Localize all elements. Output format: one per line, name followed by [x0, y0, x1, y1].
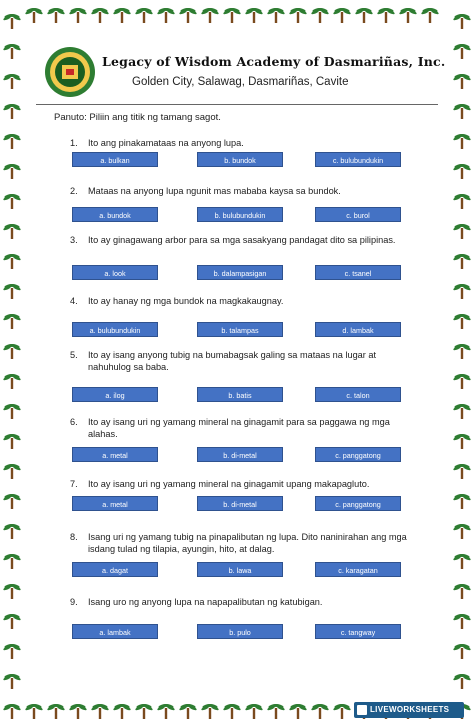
palm-tree-icon	[333, 703, 351, 719]
palm-tree-icon	[3, 163, 21, 179]
palm-tree-icon	[113, 7, 131, 23]
palm-tree-icon	[223, 7, 241, 23]
palm-tree-icon	[3, 433, 21, 449]
answer-option-q4-b[interactable]: b. talampas	[197, 322, 283, 337]
palm-tree-icon	[333, 7, 351, 23]
palm-tree-icon	[3, 343, 21, 359]
question-text: Ito ay hanay ng mga bundok na magkakaugnay.	[88, 296, 284, 306]
answer-option-q3-a[interactable]: a. look	[72, 265, 158, 280]
question-text: Isang uri ng yamang tubig na pinapalibutan ng lupa. Dito naninirahan ang mga isdang tulad ng tilapia, ayungin, hito, at dalag.	[88, 532, 407, 554]
question-number: 3.	[70, 235, 78, 245]
answer-option-q4-a[interactable]: a. bulubundukin	[72, 322, 158, 337]
palm-tree-icon	[453, 163, 471, 179]
answer-option-q4-c[interactable]: d. lambak	[315, 322, 401, 337]
palm-tree-icon	[3, 463, 21, 479]
palm-tree-icon	[47, 7, 65, 23]
palm-tree-icon	[69, 7, 87, 23]
palm-tree-icon	[289, 703, 307, 719]
palm-tree-icon	[3, 103, 21, 119]
question-number: 4.	[70, 296, 78, 306]
answer-option-q2-c[interactable]: c. burol	[315, 207, 401, 222]
question-number: 2.	[70, 186, 78, 196]
liveworksheets-badge[interactable]	[354, 702, 464, 718]
palm-tree-icon	[3, 703, 21, 719]
question-text: Ito ang pinakamataas na anyong lupa.	[88, 138, 244, 148]
answer-option-q5-c[interactable]: c. talon	[315, 387, 401, 402]
palm-tree-icon	[3, 193, 21, 209]
liveworksheets-logo-icon	[357, 705, 367, 715]
palm-tree-icon	[453, 433, 471, 449]
palm-tree-icon	[223, 703, 241, 719]
palm-tree-icon	[453, 223, 471, 239]
palm-tree-icon	[453, 373, 471, 389]
palm-tree-icon	[377, 7, 395, 23]
answer-option-q6-a[interactable]: a. metal	[72, 447, 158, 462]
question-text: Ito ay isang uri ng yamang mineral na ginagamit upang makapagluto.	[88, 479, 370, 489]
answer-option-q3-b[interactable]: b. dalampasigan	[197, 265, 283, 280]
palm-tree-icon	[453, 103, 471, 119]
palm-tree-icon	[201, 703, 219, 719]
palm-tree-icon	[3, 313, 21, 329]
palm-tree-icon	[453, 343, 471, 359]
palm-tree-icon	[135, 7, 153, 23]
palm-tree-icon	[453, 613, 471, 629]
question-text: Ito ay isang anyong tubig na bumabagsak galing sa mataas na lugar at nahuhulog sa baba.	[88, 350, 377, 372]
palm-tree-icon	[453, 43, 471, 59]
palm-tree-icon	[157, 7, 175, 23]
question-number: 1.	[70, 138, 78, 148]
palm-tree-icon	[453, 523, 471, 539]
palm-tree-icon	[25, 7, 43, 23]
footer-brand: LIVEWORKSHEETS	[370, 705, 450, 714]
palm-tree-icon	[135, 703, 153, 719]
palm-tree-icon	[3, 553, 21, 569]
answer-option-q8-a[interactable]: a. dagat	[72, 562, 158, 577]
answer-option-q1-a[interactable]: a. bulkan	[72, 152, 158, 167]
answer-option-q9-a[interactable]: a. lambak	[72, 624, 158, 639]
answer-option-q9-b[interactable]: b. pulo	[197, 624, 283, 639]
palm-tree-icon	[289, 7, 307, 23]
answer-option-q1-c[interactable]: c. bulubundukin	[315, 152, 401, 167]
answer-option-q5-a[interactable]: a. ilog	[72, 387, 158, 402]
palm-tree-icon	[245, 7, 263, 23]
palm-tree-icon	[69, 703, 87, 719]
palm-tree-icon	[3, 223, 21, 239]
school-address: Golden City, Salawag, Dasmariñas, Cavite	[132, 76, 349, 88]
palm-tree-icon	[453, 553, 471, 569]
palm-tree-icon	[3, 373, 21, 389]
palm-tree-icon	[355, 7, 373, 23]
answer-option-q6-c[interactable]: c. panggatong	[315, 447, 401, 462]
palm-tree-icon	[267, 7, 285, 23]
answer-option-q5-b[interactable]: b. batis	[197, 387, 283, 402]
worksheet-header	[36, 38, 446, 108]
answer-option-q2-b[interactable]: b. bulubundukin	[197, 207, 283, 222]
palm-tree-icon	[453, 73, 471, 89]
school-seal-icon	[44, 46, 96, 98]
palm-tree-icon	[3, 43, 21, 59]
palm-tree-icon	[91, 7, 109, 23]
palm-tree-icon	[3, 583, 21, 599]
question-number: 9.	[70, 597, 78, 607]
palm-tree-icon	[3, 403, 21, 419]
palm-tree-icon	[47, 703, 65, 719]
answer-option-q2-a[interactable]: a. bundok	[72, 207, 158, 222]
palm-tree-icon	[453, 313, 471, 329]
palm-tree-icon	[399, 7, 417, 23]
palm-tree-icon	[3, 13, 21, 29]
palm-tree-icon	[3, 493, 21, 509]
question-text: Ito ay isang uri ng yamang mineral na ginagamit para sa paggawa ng mga alahas.	[88, 417, 390, 439]
question-number: 6.	[70, 417, 78, 427]
palm-tree-icon	[453, 193, 471, 209]
palm-tree-icon	[267, 703, 285, 719]
answer-option-q1-b[interactable]: b. bundok	[197, 152, 283, 167]
palm-tree-icon	[201, 7, 219, 23]
instructions: Panuto: Piliin ang titik ng tamang sagot.	[54, 112, 221, 123]
header-divider	[36, 104, 438, 105]
question-number: 5.	[70, 350, 78, 360]
school-name: Legacy of Wisdom Academy of Dasmariñas, Inc.	[102, 54, 446, 69]
palm-tree-icon	[453, 463, 471, 479]
palm-tree-icon	[3, 523, 21, 539]
palm-border-right	[450, 0, 474, 722]
question-number: 8.	[70, 532, 78, 542]
answer-option-q7-c[interactable]: c. panggatong	[315, 496, 401, 511]
palm-tree-icon	[245, 703, 263, 719]
palm-tree-icon	[453, 253, 471, 269]
question-number: 7.	[70, 479, 78, 489]
palm-tree-icon	[311, 703, 329, 719]
answer-option-q9-c[interactable]: c. tangway	[315, 624, 401, 639]
question-text: Isang uro ng anyong lupa na napapalibutan ng katubigan.	[88, 597, 323, 607]
answer-option-q8-c[interactable]: c. karagatan	[315, 562, 401, 577]
answer-option-q8-b[interactable]: b. lawa	[197, 562, 283, 577]
palm-tree-icon	[179, 703, 197, 719]
palm-tree-icon	[3, 613, 21, 629]
answer-option-q7-a[interactable]: a. metal	[72, 496, 158, 511]
palm-tree-icon	[453, 283, 471, 299]
palm-border-left	[0, 0, 24, 722]
palm-tree-icon	[25, 703, 43, 719]
palm-tree-icon	[157, 703, 175, 719]
palm-tree-icon	[3, 643, 21, 659]
palm-tree-icon	[91, 703, 109, 719]
palm-tree-icon	[3, 253, 21, 269]
answer-option-q7-b[interactable]: b. di-metal	[197, 496, 283, 511]
palm-tree-icon	[3, 283, 21, 299]
palm-tree-icon	[453, 583, 471, 599]
palm-tree-icon	[3, 673, 21, 689]
question-text: Mataas na anyong lupa ngunit mas mababa kaysa sa bundok.	[88, 186, 341, 196]
palm-border-top	[24, 0, 450, 26]
answer-option-q6-b[interactable]: b. di-metal	[197, 447, 283, 462]
palm-tree-icon	[453, 403, 471, 419]
question-text: Ito ay ginagawang arbor para sa mga sasakyang pandagat dito sa pilipinas.	[88, 235, 396, 245]
palm-tree-icon	[453, 493, 471, 509]
palm-tree-icon	[3, 73, 21, 89]
palm-tree-icon	[453, 643, 471, 659]
palm-tree-icon	[453, 13, 471, 29]
answer-option-q3-c[interactable]: c. tsanel	[315, 265, 401, 280]
palm-tree-icon	[3, 133, 21, 149]
palm-tree-icon	[453, 673, 471, 689]
palm-tree-icon	[113, 703, 131, 719]
palm-tree-icon	[453, 133, 471, 149]
palm-tree-icon	[311, 7, 329, 23]
palm-tree-icon	[421, 7, 439, 23]
palm-tree-icon	[179, 7, 197, 23]
